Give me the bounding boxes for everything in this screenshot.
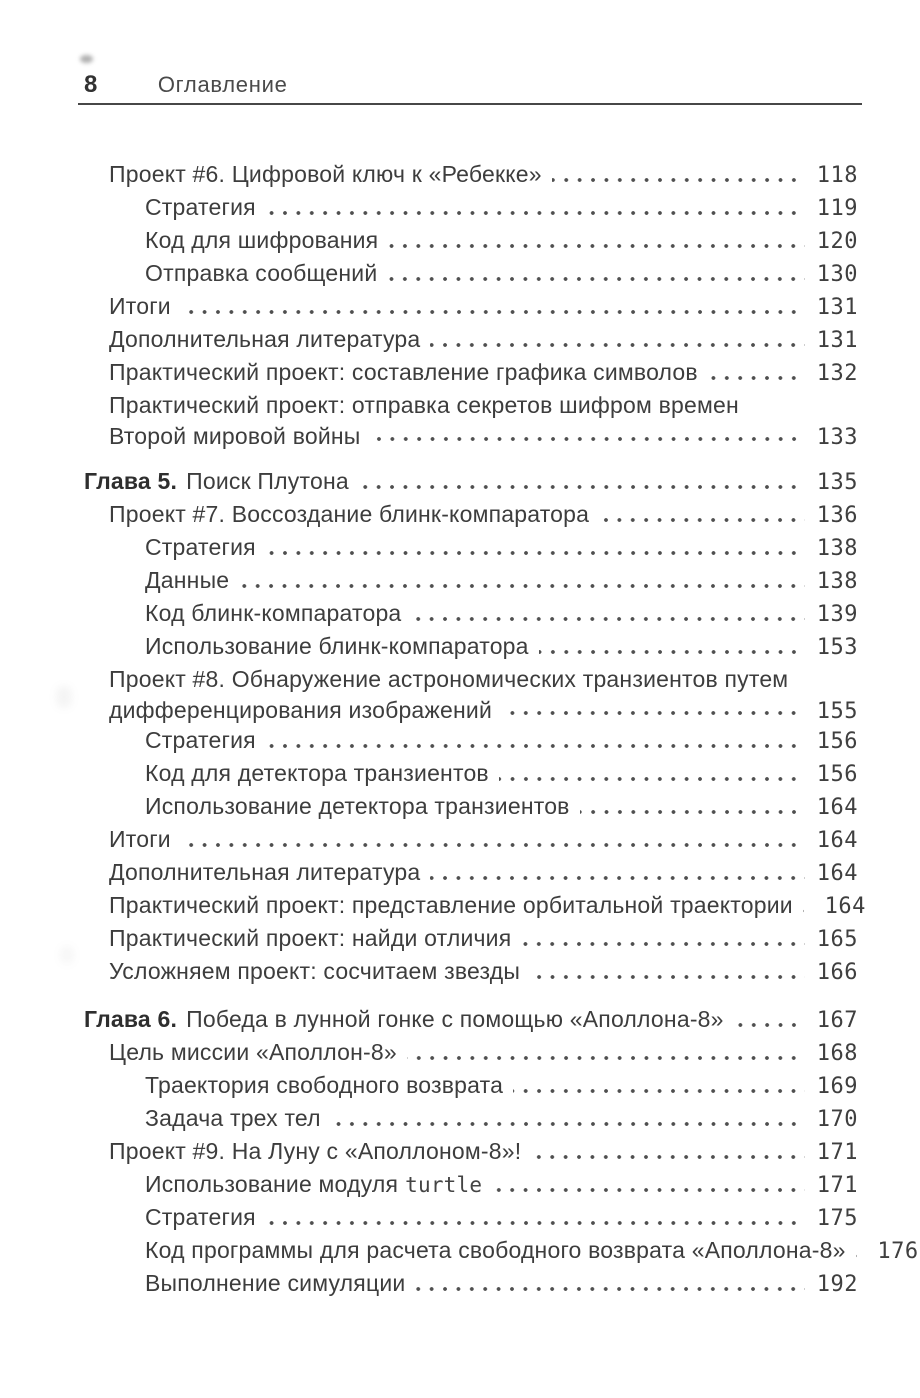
toc-entry-label: Проект #9. На Луну с «Аполлоном-8»! <box>109 1138 522 1164</box>
toc-entry <box>84 955 858 988</box>
toc-page-number: 155 <box>816 699 858 724</box>
toc-page-number: 176 <box>877 1239 919 1264</box>
dot-leader <box>415 1287 805 1291</box>
toc-page-number: 168 <box>816 1041 858 1066</box>
toc-entry <box>84 630 858 663</box>
toc-entry-label-continued: дифференцирования изображений <box>109 697 492 723</box>
toc-entry <box>84 564 858 597</box>
toc-page-number: 138 <box>816 536 858 561</box>
dot-leader <box>387 277 805 281</box>
toc-entry-label: Код блинк-компаратора <box>145 600 402 626</box>
toc-entry-label: Использование блинк-компаратора <box>145 633 529 659</box>
toc-page-number: 171 <box>816 1173 858 1198</box>
dot-leader <box>499 777 805 781</box>
toc-page-number: 118 <box>816 163 858 188</box>
toc-page-number: 132 <box>816 361 858 386</box>
toc-entry <box>84 531 858 564</box>
toc-entry <box>84 597 858 630</box>
toc-entry-label: Использование модуля <box>145 1171 399 1197</box>
dot-leader <box>266 744 805 748</box>
page-header <box>84 72 858 98</box>
dot-leader <box>407 1056 805 1060</box>
toc-entry-label: Усложняем проект: сосчитаем звезды <box>109 958 521 984</box>
toc-entry <box>84 922 858 955</box>
toc-entry-label: Дополнительная литература <box>109 326 421 352</box>
toc-entry-label: Траектория свободного возврата <box>145 1072 504 1098</box>
toc-entry-label: Стратегия <box>145 534 256 560</box>
toc-page-number: 165 <box>816 927 858 952</box>
toc-page-number: 119 <box>816 196 858 221</box>
toc-chapter-entry <box>84 465 858 498</box>
toc-entry-label: Стратегия <box>145 1204 256 1230</box>
toc-entry-label: Отправка сообщений <box>145 260 378 286</box>
toc-entry <box>84 889 866 922</box>
toc-entry <box>84 158 858 191</box>
toc-entry <box>84 1135 858 1168</box>
toc-entry-label: Итоги <box>109 826 171 852</box>
toc-page-number: 133 <box>816 425 858 450</box>
toc-page-number: 131 <box>816 328 858 353</box>
toc-page-number: 139 <box>816 602 858 627</box>
toc-entry-label: Код программы для расчета свободного возврата «Аполлона-8» <box>145 1237 846 1263</box>
toc-entry-label: Код для детектора транзиентов <box>145 760 489 786</box>
toc-page-number: 164 <box>824 894 866 919</box>
page-number: 8 <box>84 71 98 98</box>
page-title: Оглавление <box>157 72 288 97</box>
dot-leader <box>266 1221 805 1225</box>
dot-leader <box>430 343 805 347</box>
toc-entry <box>84 323 858 356</box>
header-rule <box>78 103 862 105</box>
toc-entry-label: Практический проект: отправка секретов шифром времен <box>109 392 739 418</box>
toc-entry <box>84 663 858 724</box>
toc-page-number: 135 <box>816 470 858 495</box>
toc-page-number: 167 <box>816 1008 858 1033</box>
toc-entry <box>84 389 858 450</box>
toc-entry-label: Проект #7. Воссоздание блинк-компаратора <box>109 501 590 527</box>
scan-artifact <box>60 946 74 964</box>
toc-page-number: 138 <box>816 569 858 594</box>
dot-leader <box>599 518 805 522</box>
toc-entry-label: Данные <box>145 567 230 593</box>
dot-leader <box>856 1254 866 1258</box>
toc-entry-label: Проект #8. Обнаружение астрономических транзиентов путем <box>109 666 789 692</box>
toc-entry <box>84 724 858 757</box>
code-term: turtle <box>405 1173 483 1197</box>
dot-leader <box>530 975 805 979</box>
chapter-number-label: Глава 5. <box>84 468 178 494</box>
dot-leader <box>371 437 805 441</box>
toc-page-number: 153 <box>816 635 858 660</box>
dot-leader <box>502 711 805 715</box>
toc-entry <box>84 1234 919 1267</box>
dot-leader <box>552 178 805 182</box>
dot-leader <box>359 485 805 489</box>
toc-entry <box>84 191 858 224</box>
toc-entry-label: Практический проект: составление графика символов <box>109 359 698 385</box>
toc-entry-label: Задача трех тел <box>145 1105 321 1131</box>
dot-leader <box>266 551 805 555</box>
toc-entry-line1 <box>109 389 858 422</box>
toc-list <box>84 158 919 1300</box>
toc-entry-label: Выполнение симуляции <box>145 1270 406 1296</box>
toc-entry-label: Стратегия <box>145 194 256 220</box>
toc-page-number: 164 <box>816 795 858 820</box>
toc-entry <box>84 290 858 323</box>
toc-page-number: 192 <box>816 1272 858 1297</box>
toc-page-number: 156 <box>816 762 858 787</box>
toc-page-number: 131 <box>816 295 858 320</box>
dot-leader <box>492 1188 805 1192</box>
toc-entry-label: Проект #6. Цифровой ключ к «Ребекке» <box>109 161 542 187</box>
toc-page-number: 120 <box>816 229 858 254</box>
dot-leader <box>513 1089 805 1093</box>
toc-entry-line2 <box>109 422 858 450</box>
toc-entry-label-continued: Второй мировой войны <box>109 423 361 449</box>
toc-entry-label: Поиск Плутона <box>186 468 349 494</box>
toc-chapter-entry <box>84 1003 858 1036</box>
dot-leader <box>734 1023 805 1027</box>
toc-page-number: 166 <box>816 960 858 985</box>
toc-entry <box>84 1201 858 1234</box>
toc-entry <box>84 1168 858 1201</box>
toc-entry <box>84 856 858 889</box>
chapter-number-label: Глава 6. <box>84 1006 178 1032</box>
toc-page-number: 164 <box>816 828 858 853</box>
scan-artifact <box>80 55 93 63</box>
dot-leader <box>430 876 805 880</box>
dot-leader <box>181 310 805 314</box>
toc-page-number: 130 <box>816 262 858 287</box>
dot-leader <box>388 244 805 248</box>
dot-leader <box>539 650 805 654</box>
toc-page-number: 171 <box>816 1140 858 1165</box>
toc-entry-label: Практический проект: представление орбитальной траектории <box>109 892 793 918</box>
toc-entry <box>84 498 858 531</box>
toc-entry-label: Дополнительная литература <box>109 859 421 885</box>
toc-entry <box>84 757 858 790</box>
toc-entry <box>84 1069 858 1102</box>
toc-page-number: 136 <box>816 503 858 528</box>
dot-leader <box>239 584 805 588</box>
toc-page-number: 170 <box>816 1107 858 1132</box>
dot-leader <box>708 376 805 380</box>
dot-leader <box>266 211 805 215</box>
scan-artifact <box>56 686 72 708</box>
toc-page-number: 169 <box>816 1074 858 1099</box>
dot-leader <box>803 909 813 913</box>
toc-entry-label: Победа в лунной гонке с помощью «Аполлона-8» <box>186 1006 724 1032</box>
toc-entry-label: Код для шифрования <box>145 227 379 253</box>
toc-entry-label: Цель миссии «Аполлон-8» <box>109 1039 397 1065</box>
dot-leader <box>531 1155 805 1159</box>
dot-leader <box>331 1122 805 1126</box>
dot-leader <box>521 942 805 946</box>
dot-leader <box>580 810 805 814</box>
toc-entry <box>84 790 858 823</box>
toc-entry <box>84 1102 858 1135</box>
toc-entry <box>84 224 858 257</box>
toc-entry-line2 <box>109 696 858 724</box>
toc-entry-label: Итоги <box>109 293 171 319</box>
toc-entry-label: Стратегия <box>145 727 256 753</box>
toc-page-number: 156 <box>816 729 858 754</box>
toc-entry-label: Использование детектора транзиентов <box>145 793 570 819</box>
toc-entry-line1 <box>109 663 858 696</box>
toc-page-number: 175 <box>816 1206 858 1231</box>
toc-entry-label: Практический проект: найди отличия <box>109 925 512 951</box>
dot-leader <box>411 617 805 621</box>
toc-page-number: 164 <box>816 861 858 886</box>
toc-entry <box>84 823 858 856</box>
toc-entry <box>84 257 858 290</box>
dot-leader <box>181 843 805 847</box>
toc-entry <box>84 356 858 389</box>
toc-entry <box>84 1267 858 1300</box>
toc-entry <box>84 1036 858 1069</box>
